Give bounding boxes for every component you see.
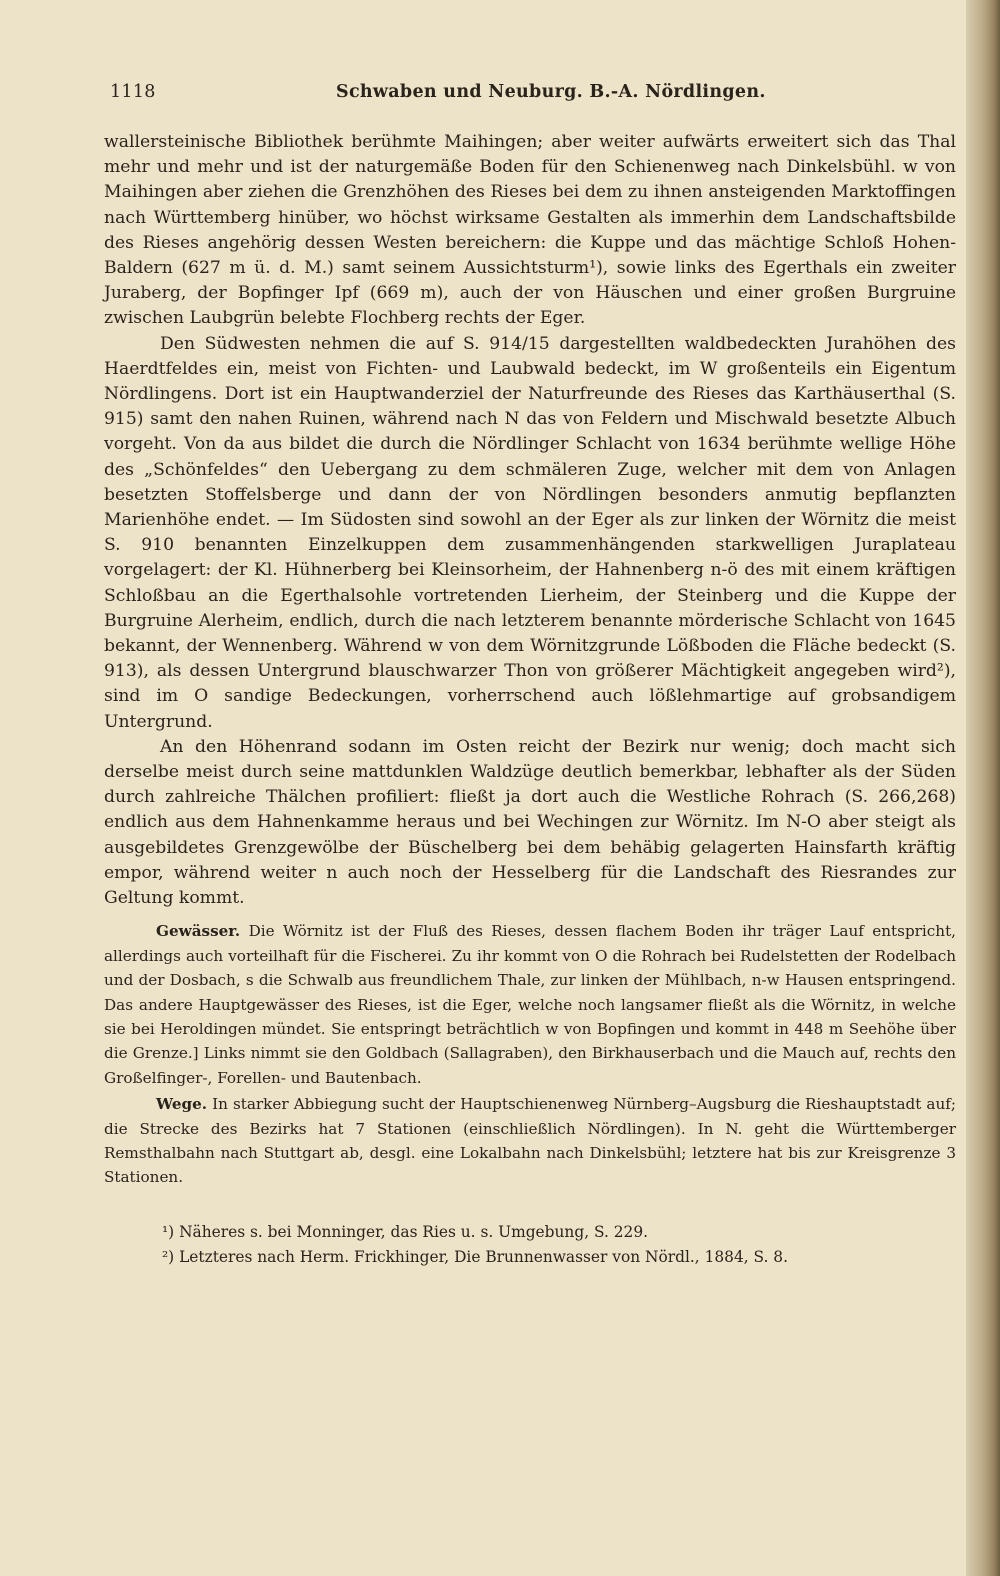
paragraph-southwest: Den Südwesten nehmen die auf S. 914/15 dargestellten waldbedeckten Jurahöhen des Haerdtfeldes ein, meist von Fichten- und Laubwald bedeckt, im W großenteils ein Eigentum Nördlingens. Dort ist ein Hauptwanderziel der Naturfreunde des Rieses das Karthäuserthal (S. 915) samt den nahen Ruinen, während nach N das von Feldern und Mischwald besetzte Albuch vorgeht. Von da aus bildet die durch die Nördlinger Schlacht von 1634 berühmte wellige Höhe des „Schönfeldes“ den Uebergang zu dem schmäleren Zuge, welcher mit dem von Anlagen besetzten Stoffelsberge und dann der von Nördlingen besonders anmutig bepflanzten Marienhöhe endet. — Im Südosten sind sowohl an der Eger als zur linken der Wörnitz die meist S. 910 benannten Einzelkuppen dem zusammenhängenden starkwelligen Juraplateau vorgelagert: der Kl. Hühnerberg bei Kleinsorheim, der Hahnenberg n-ö des mit einem kräftigen Schloßbau an die Egerthalsohle vortretenden Lierheim, der Steinberg und die Kuppe der Burgruine Alerheim, endlich, durch die nach letzterem benannte mörderische Schlacht von 1645 bekannt, der Wennenberg. Während w von dem Wörnitzgrunde Lößboden die Fläche bedeckt (S. 913), als dessen Untergrund blauschwarzer Thon von größerer Mächtigkeit angegeben wird²), sind im O sandige Bedeckungen, vorherrschend auch lößlehmartige auf grobsandigem Untergrund.	[104, 333, 956, 732]
footnote-1: ¹) Näheres s. bei Monninger, das Ries u. s. Umgebung, S. 229.	[162, 1222, 649, 1241]
main-text	[104, 130, 956, 911]
book-page	[104, 82, 956, 1270]
section-waters-text: Die Wörnitz ist der Fluß des Rieses, dessen flachem Boden ihr träger Lauf entspricht, allerdings auch vorteilhaft für die Fischerei. Zu ihr kommt von O die Rohrach bei Rudelstetten der Rodelbach und der Dosbach, s die Schwalb aus freundlichem Thale, zur linken der Mühlbach, n-w Hausen entspringend. Das andere Hauptgewässer des Rieses, ist die Eger, welche noch langsamer fließt als die Wörnitz, in welche sie bei Heroldingen mündet. Sie entspringt beträchtlich w von Bopfingen und kommt in 448 m Seehöhe über die Grenze.] Links nimmt sie den Goldbach (Sallagraben), den Birkhauserbach und die Mauch auf, rechts den Großelfinger-, Forellen- und Bautenbach.	[104, 922, 956, 1087]
section-waters-heading: Gewässer.	[156, 922, 241, 941]
page-edge-shadow	[966, 0, 1000, 1576]
small-print-sections	[104, 919, 956, 1189]
section-roads-text: In starker Abbiegung sucht der Hauptschienenweg Nürnberg–Augsburg die Rieshauptstadt auf; die Strecke des Bezirks hat 7 Stationen (einschließlich Nördlingen). In N. geht die Württemberger Remsthalbahn nach Stuttgart ab, desgl. eine Lokalbahn nach Dinkelsbühl; letztere hat bis zur Kreisgrenze 3 Stationen.	[104, 1095, 956, 1187]
section-waters	[104, 919, 956, 1090]
section-roads-heading: Wege.	[156, 1095, 208, 1114]
footnotes	[104, 1220, 956, 1270]
page-number: 1118	[110, 82, 156, 102]
paragraph-east: An den Höhenrand sodann im Osten reicht der Bezirk nur wenig; doch macht sich derselbe meist durch seine mattdunklen Waldzüge deutlich bemerkbar, lebhafter als der Süden durch zahlreiche Thälchen profiliert: fließt ja dort auch die Westliche Rohrach (S. 266,268) endlich aus dem Hahnenkamme heraus und bei Wechingen zur Wörnitz. Im N-O aber steigt als ausgebildetes Grenzgewölbe der Büschelberg bei dem behäbig gelagerten Hainsfarth kräftig empor, während weiter n auch noch der Hesselberg für die Landschaft des Riesrandes zur Geltung kommt.	[104, 736, 956, 909]
running-head	[104, 82, 956, 116]
footnote-2: ²) Letzteres nach Herm. Frickhinger, Die Brunnenwasser von Nördl., 1884, S. 8.	[162, 1247, 788, 1266]
paragraph-continuation: wallersteinische Bibliothek berühmte Maihingen; aber weiter aufwärts erweitert sich das Thal mehr und mehr und ist der naturgemäße Boden für den Schienenweg nach Dinkelsbühl. w von Maihingen aber ziehen die Grenzhöhen des Rieses bei dem zu ihnen ansteigenden Marktoffingen nach Württemberg hinüber, wo höchst wirksame Gestalten als immerhin dem Landschaftsbilde des Rieses angehörig dessen Westen bereichern: die Kuppe und das mächtige Schloß Hohen-Baldern (627 m ü. d. M.) samt seinem Aussichtsturm¹), sowie links des Egerthals ein zweiter Juraberg, der Bopfinger Ipf (669 m), auch der von Häuschen und einer großen Burgruine zwischen Laubgrün belebte Flochberg rechts der Eger.	[104, 132, 956, 329]
section-roads	[104, 1092, 956, 1190]
running-title: Schwaben und Neuburg. B.-A. Nördlingen.	[336, 82, 766, 102]
